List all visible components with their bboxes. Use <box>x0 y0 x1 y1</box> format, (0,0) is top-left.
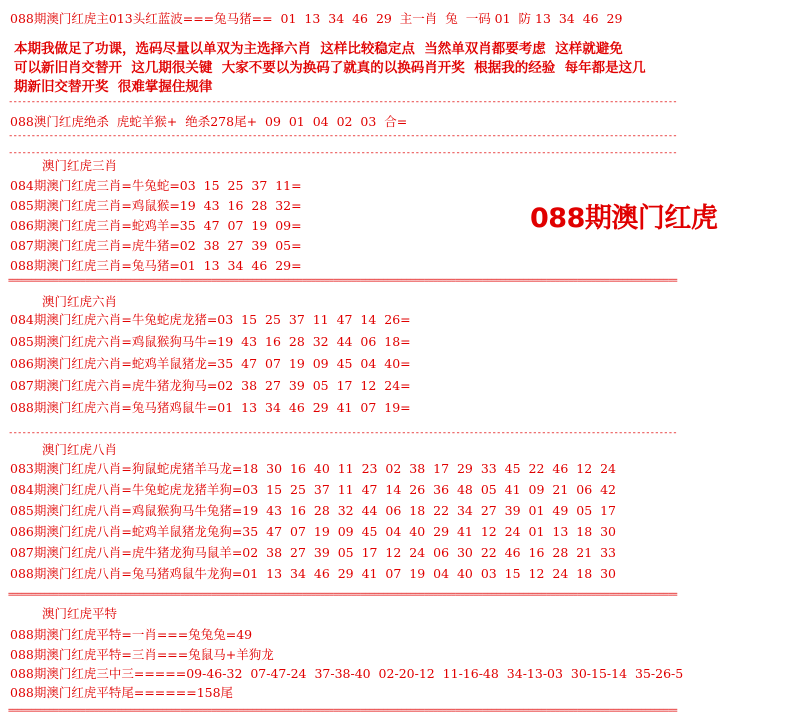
section-title: 澳门红虎三肖 <box>42 158 118 173</box>
headline-title: 088期澳门红虎 <box>530 203 718 234</box>
separator-equal: ==================================================================================================================================================== <box>8 276 677 286</box>
list-item: 087期澳门红虎六肖=虎牛猪龙狗马=02 38 27 39 05 17 12 24= <box>10 378 411 393</box>
list-item: 087期澳门红虎三肖=虎牛猪=02 38 27 39 05= <box>10 238 302 253</box>
list-item: 086期澳门红虎六肖=蛇鸡羊鼠猪龙=35 47 07 19 09 45 04 40= <box>10 356 411 371</box>
list-item: 088期澳门红虎三中三=====09-46-32 07-47-24 37-38-40 02-20-12 11-16-48 34-13-03 30-15-14 35-26-5 <box>10 666 684 681</box>
list-item: 083期澳门红虎八肖=狗鼠蛇虎猪羊马龙=18 30 16 40 11 23 02 38 17 29 33 45 22 46 12 24 <box>10 461 617 476</box>
list-item: 086期澳门红虎三肖=蛇鸡羊=35 47 07 19 09= <box>10 218 302 233</box>
list-item: 087期澳门红虎八肖=虎牛猪龙狗马鼠羊=02 38 27 39 05 17 12 24 06 30 22 46 16 28 21 33 <box>10 545 617 560</box>
separator-equal: ==================================================================================================================================================== <box>8 706 677 716</box>
section-title: 澳门红虎平特 <box>42 606 118 621</box>
list-item: 088期澳门红虎平特=一肖===兔兔兔=49 <box>10 627 253 642</box>
section-title: 澳门红虎六肖 <box>42 294 118 309</box>
list-item: 084期澳门红虎六肖=牛兔蛇虎龙猪=03 15 25 37 11 47 14 26= <box>10 312 411 327</box>
kill-line: 088澳门红虎绝杀 虎蛇羊猴+ 绝杀278尾+ 09 01 04 02 03 合= <box>10 114 408 129</box>
header-line: 088期澳门红虎主013头红蓝波===兔马猪== 01 13 34 46 29 主一肖 兔 一码 01 防 13 34 46 29 <box>10 11 623 26</box>
separator-dash: ---------------------------------------------------------------------------------------------------------------------------------------------------- <box>8 428 677 438</box>
list-item: 088期澳门红虎六肖=兔马猪鸡鼠牛=01 13 34 46 29 41 07 19= <box>10 400 411 415</box>
section-title: 澳门红虎八肖 <box>42 442 118 457</box>
list-item: 085期澳门红虎六肖=鸡鼠猴狗马牛=19 43 16 28 32 44 06 18= <box>10 334 411 349</box>
list-item: 086期澳门红虎八肖=蛇鸡羊鼠猪龙兔狗=35 47 07 19 09 45 04 40 29 41 12 24 01 13 18 30 <box>10 524 617 539</box>
list-item: 085期澳门红虎八肖=鸡鼠猴狗马牛兔猪=19 43 16 28 32 44 06 18 22 34 27 39 01 49 05 17 <box>10 503 617 518</box>
list-item: 084期澳门红虎八肖=牛兔蛇虎龙猪羊狗=03 15 25 37 11 47 14 26 36 48 05 41 09 21 06 42 <box>10 482 617 497</box>
separator-dash: ---------------------------------------------------------------------------------------------------------------------------------------------------- <box>8 148 677 158</box>
list-item: 084期澳门红虎三肖=牛兔蛇=03 15 25 37 11= <box>10 178 302 193</box>
separator-dash: ---------------------------------------------------------------------------------------------------------------------------------------------------- <box>8 131 677 141</box>
separator-dash: ---------------------------------------------------------------------------------------------------------------------------------------------------- <box>8 97 677 107</box>
intro-line-1: 本期我做足了功课，选码尽量以单双为主选择六肖 这样比较稳定点 当然单双肖都要考虑 这样就避免 <box>14 41 623 57</box>
list-item: 088期澳门红虎平特尾======158尾 <box>10 685 234 700</box>
intro-line-3: 期新旧交替开奖 很难掌握住规律 <box>14 79 213 95</box>
separator-equal: ==================================================================================================================================================== <box>8 590 677 600</box>
list-item: 088期澳门红虎三肖=兔马猪=01 13 34 46 29= <box>10 258 302 273</box>
list-item: 085期澳门红虎三肖=鸡鼠猴=19 43 16 28 32= <box>10 198 302 213</box>
list-item: 088期澳门红虎八肖=兔马猪鸡鼠牛龙狗=01 13 34 46 29 41 07 19 04 40 03 15 12 24 18 30 <box>10 566 617 581</box>
list-item: 088期澳门红虎平特=三肖===兔鼠马+羊狗龙 <box>10 647 274 662</box>
intro-line-2: 可以新旧肖交替开 这几期很关键 大家不要以为换码了就真的以换码肖开奖 根据我的经验 每年都是这几 <box>14 60 646 76</box>
